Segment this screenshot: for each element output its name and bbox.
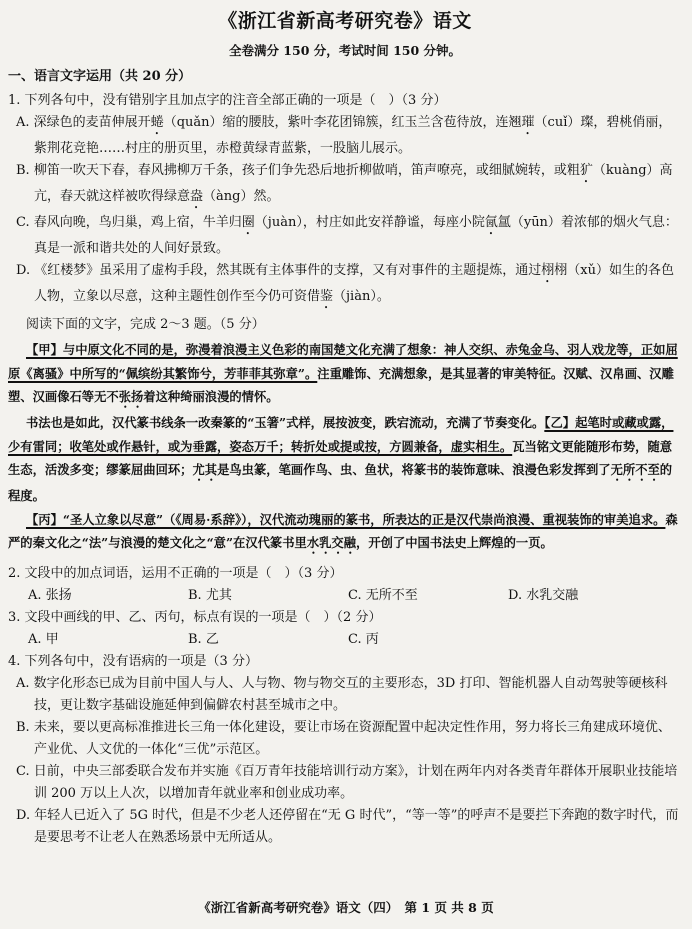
question-1-option-d: D. 《红楼梦》虽采用了虚构手段，然其既有主体事件的支撑，又有对事件的主题提炼，通过栩栩（xǔ）如生的各色人物，立象以尽意，这种主题性创作至今仍可资借鉴（jiàn）。 [16,263,674,304]
question-3-options [8,629,682,651]
exam-title: 《浙江省新高考研究卷》语文 [218,10,472,32]
question-2-stem: 2. 文段中的加点词语，运用不正确的一项是（ ）（3 分） [8,566,343,581]
passage-paragraph-1: 【甲】与中原文化不同的是，弥漫着浪漫主义色彩的南国楚文化充满了想象：神人交织、赤兔金乌、羽人戏龙等，正如屈原《离骚》中所写的“佩缤纷其繁饰兮，芳菲菲其弥章”。注重雕饰、充满想象，是其显著的审美特征。汉赋、汉帛画、汉雕塑、汉画像石等无不张扬着这种绮丽浪漫的情怀。 [8,342,678,404]
question-2-option-c: C. 无所不至 [348,588,418,603]
question-2-option-b: B. 尤其 [188,588,232,603]
reading-intro: 阅读下面的文字，完成 2～3 题。（5 分） [26,317,265,332]
question-1-option-a: A. 深绿色的麦苗伸展开蜷（quǎn）缩的腰肢，紫叶李花团锦簇，红玉兰含苞待放，连翘璀（cuǐ）璨，碧桃俏丽，紫荆花竞艳……村庄的册页里，赤橙黄绿青蓝紫，一股脑儿展示。 [16,115,672,156]
passage-paragraph-3: 【丙】“圣人立象以尽意”（《周易·系辞》），汉代流动瑰丽的篆书，所表达的正是汉代崇尚浪漫、重视装饰的审美追求。森严的秦文化之“法”与浪漫的楚文化之“意”在汉代篆书里水乳交融，开创了中国书法史上辉煌的一页。 [8,511,678,550]
question-2-option-a: A. 张扬 [28,588,72,603]
question-1-option-c: C. 春风向晚，鸟归巢，鸡上宿，牛羊归圈（juàn），村庄如此安祥静谧，每座小院氤氲（yūn）着浓郁的烟火气息：真是一派和谐共处的人间好景致。 [16,215,678,256]
question-3-option-b: B. 乙 [188,632,219,647]
section-heading: 一、语言文字运用（共 20 分） [8,69,192,84]
question-3-option-a: A. 甲 [28,632,59,647]
question-2-option-d: D. 水乳交融 [508,588,579,603]
exam-subtitle: 全卷满分 150 分，考试时间 150 分钟。 [228,43,462,58]
question-4-option-a: A. 数字化形态已成为目前中国人与人、人与物、物与物交互的主要形态，3D 打印、智能机器人自动驾驶等硬核科技，更让数字基础设施延伸到偏僻农村甚至城市之中。 [16,676,668,713]
question-3-stem: 3. 文段中画线的甲、乙、丙句，标点有误的一项是（ ）（2 分） [8,610,382,625]
passage-paragraph-2: 书法也是如此，汉代篆书线条一改秦篆的“玉箸”式样，展按波变，跌宕流动，充满了节奏变化。【乙】起笔时或藏或露，少有雷同；收笔处或作悬针，或为垂露，姿态万千；转折处或提或按，方圆兼备，虚实相生。瓦当铭文更能随形布势，随意生态，活泼多变；缪篆屈曲回环；尤其是鸟虫篆，笔画作鸟、虫、鱼状，将篆书的装饰意味、浪漫色彩发挥到了无所不至的程度。 [8,415,674,503]
question-1-option-b: B. 柳笛一吹天下春，春风拂柳万千条，孩子们争先恐后地折柳做哨，笛声嘹亮，或细腻婉转，或粗犷（kuàng）高亢，春天就这样被吹得绿意盎（àng）然。 [16,163,673,204]
question-3-option-c: C. 丙 [348,632,379,647]
question-4-option-d: D. 年轻人已近入了 5G 时代，但是不少老人还停留在“无 G 时代”，“等一等”的呼声不是要拦下奔跑的数字时代，而是要思考不让老人在熟悉场景中无所适从。 [16,808,679,845]
question-4-option-c: C. 日前，中央三部委联合发布并实施《百万青年技能培训行动方案》，计划在两年内对各类青年群体开展职业技能培训 200 万以上人次，以增加青年就业率和创业成功率。 [16,764,678,801]
question-2-options [8,585,682,607]
question-4-option-b: B. 未来，要以更高标准推进长三角一体化建设，要让市场在资源配置中起决定性作用，努力将长三角建成环境优、产业优、人文优的一体化“三优”示范区。 [16,720,671,757]
question-1-stem: 1. 下列各句中，没有错别字且加点字的注音全部正确的一项是（ ）（3 分） [8,93,447,108]
page-footer: 《浙江省新高考研究卷》语文（四） 第 1 页 共 8 页 [198,900,494,915]
question-4-stem: 4. 下列各句中，没有语病的一项是（3 分） [8,654,258,669]
